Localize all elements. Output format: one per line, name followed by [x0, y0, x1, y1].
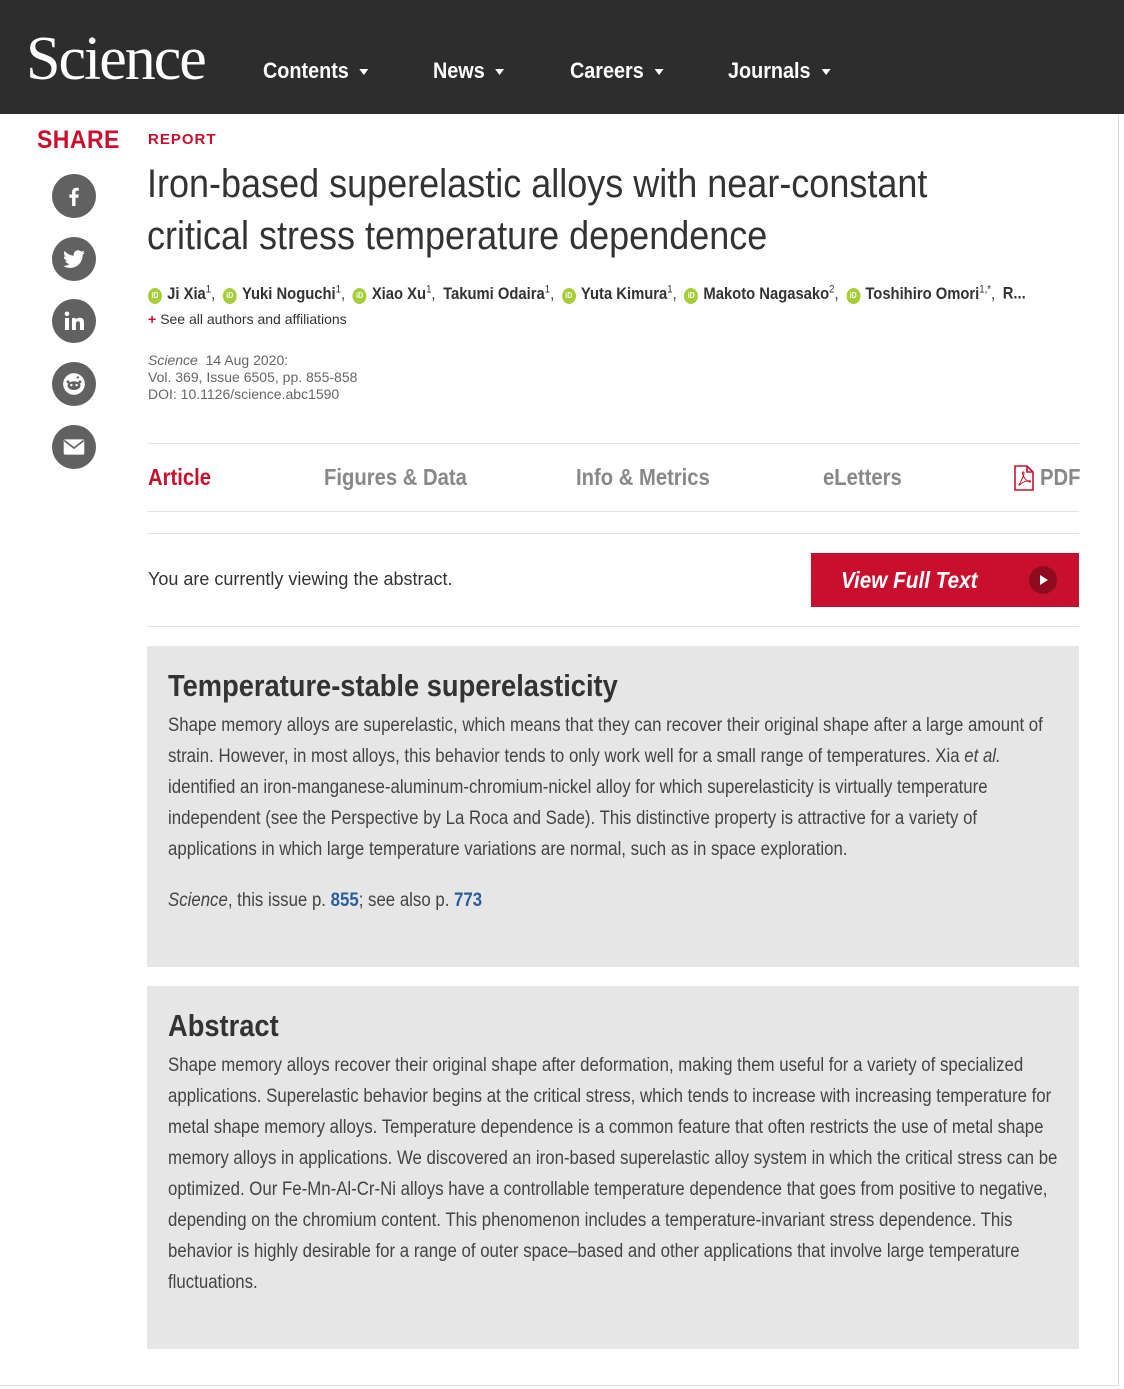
- tabs-divider-1: [147, 511, 1079, 512]
- publication-date: 14 Aug 2020:: [205, 352, 289, 368]
- volume-info: Vol. 369, Issue 6505, pp. 855-858: [148, 369, 358, 385]
- chevron-down-icon: [821, 69, 830, 75]
- affiliation-sup: 1,*: [979, 283, 992, 295]
- tab-pdf[interactable]: [1013, 464, 1086, 491]
- orcid-icon[interactable]: iD: [846, 288, 860, 304]
- author[interactable]: [846, 284, 991, 303]
- twitter-icon: [61, 246, 87, 272]
- viewing-abstract-note: You are currently viewing the abstract.: [148, 569, 453, 589]
- nav-news-label: News: [433, 58, 485, 83]
- abstract-body: Shape memory alloys recover their original shape after deformation, making them useful for a variety of specialized applications. Superelastic behavior begins at the critical stress, which tends to increase with increasing temperature for metal shape memory alloys. Temperature dependence is a common feature that often restricts the use of metal shape memory alloys in applications. We discovered an iron-based superelastic alloy system in which the critical stress can be optimized. Our Fe-Mn-Al-Cr-Ni alloys have a controllable temperature dependence that goes from positive to negative, depending on the chromium content. This phenomenon includes a temperature-invariant stress dependence. This behavior is highly desirable for a range of outer space–based and other applications that involve large temperature fluctuations.: [168, 1055, 1058, 1293]
- see-all-authors-link[interactable]: [148, 311, 347, 327]
- nav-journals-label: Journals: [728, 58, 811, 83]
- author[interactable]: [562, 284, 673, 303]
- plus-icon: +: [148, 311, 157, 327]
- nav-careers[interactable]: [570, 58, 664, 84]
- cite-journal: Science: [168, 890, 228, 911]
- affiliation-sup: 1: [667, 283, 673, 295]
- tab-article[interactable]: Article: [148, 464, 212, 490]
- see-all-label: See all authors and affiliations: [160, 311, 347, 327]
- orcid-icon[interactable]: iD: [223, 288, 237, 304]
- tab-pdf-label: PDF: [1040, 464, 1081, 490]
- chevron-down-icon: [496, 69, 505, 75]
- tabs-divider-2: [147, 533, 1079, 534]
- author[interactable]: [148, 284, 211, 303]
- cite-text-1: , this issue p.: [227, 890, 331, 911]
- author-name: Makoto Nagasako: [703, 283, 830, 303]
- article-title: [147, 158, 957, 262]
- nav-contents[interactable]: [263, 58, 369, 84]
- author-name: Ji Xia: [167, 283, 206, 303]
- orcid-icon[interactable]: iD: [684, 288, 698, 304]
- tabs-top-divider: [147, 443, 1079, 444]
- author-name: Takumi Odaira: [443, 283, 545, 303]
- email-icon: [61, 434, 87, 460]
- linkedin-icon: [62, 309, 86, 333]
- author-truncated: R...: [1002, 283, 1026, 303]
- nav-journals[interactable]: [728, 58, 830, 84]
- author[interactable]: [353, 284, 432, 303]
- view-full-text-button[interactable]: [811, 553, 1079, 607]
- author-name: Yuki Noguchi: [241, 283, 336, 303]
- nav-careers-label: Careers: [570, 58, 644, 83]
- author[interactable]: [223, 284, 341, 303]
- author[interactable]: [684, 284, 834, 303]
- summary-text-italic: et al.: [964, 746, 1001, 767]
- chevron-down-icon: [655, 69, 664, 75]
- title-line-1: Iron-based superelastic alloys with near-constant: [147, 162, 928, 206]
- editors-summary-box: [147, 646, 1079, 967]
- science-logo[interactable]: Science: [26, 25, 205, 93]
- affiliation-sup: 1: [426, 283, 432, 295]
- journal-name: Science: [148, 352, 198, 368]
- author-name: Yuta Kimura: [580, 283, 668, 303]
- reddit-icon: [61, 371, 87, 397]
- cite-link-855[interactable]: 855: [330, 890, 359, 911]
- summary-text-1: Shape memory alloys are superelastic, which means that they can recover their original shape after a large amount of strain. However, in most alloys, this behavior tends to only work well for a small range of temperatures. Xia: [168, 715, 1043, 767]
- orcid-icon[interactable]: iD: [562, 288, 576, 304]
- affiliation-sup: 1: [205, 283, 212, 295]
- share-linkedin-button[interactable]: [52, 299, 96, 343]
- affiliation-sup: 1: [335, 283, 341, 295]
- orcid-icon[interactable]: iD: [353, 288, 367, 304]
- doi[interactable]: DOI: 10.1126/science.abc1590: [148, 386, 340, 402]
- share-facebook-button[interactable]: [52, 174, 96, 218]
- viewing-divider: [147, 626, 1079, 627]
- tab-eletters[interactable]: eLetters: [823, 464, 902, 490]
- share-heading: SHARE: [37, 126, 120, 154]
- summary-text-2: identified an iron-manganese-aluminum-chromium-nickel alloy for which superelasticity is virtually temperature independent (see the Perspective by La Roca and Sade). This distinctive property is attractive for a variety of applications in which large temperature variations are normal, such as in space exploration.: [168, 777, 988, 860]
- tab-figures-data[interactable]: Figures & Data: [324, 464, 467, 490]
- chevron-down-icon: [360, 69, 369, 75]
- article-type-label: REPORT: [148, 131, 217, 148]
- abstract-heading: Abstract: [168, 1008, 279, 1043]
- author-name: Toshihiro Omori: [865, 283, 980, 303]
- facebook-icon: [62, 184, 86, 208]
- nav-contents-label: Contents: [263, 58, 349, 83]
- summary-body: [168, 710, 1062, 865]
- author-name: Xiao Xu: [371, 283, 427, 303]
- cite-link-773[interactable]: 773: [454, 890, 483, 911]
- citation-meta: [148, 352, 357, 403]
- affiliation-sup: 2: [829, 283, 835, 295]
- content-border-bottom: [0, 1385, 1119, 1386]
- summary-heading: Temperature-stable superelasticity: [168, 668, 618, 703]
- share-twitter-button[interactable]: [52, 237, 96, 281]
- play-arrow-icon: [1029, 566, 1057, 594]
- title-line-2: critical stress temperature dependence: [147, 214, 768, 258]
- pdf-icon: [1013, 465, 1035, 491]
- summary-citation: [168, 885, 1062, 916]
- author[interactable]: [443, 284, 550, 303]
- abstract-box: [147, 986, 1079, 1349]
- cite-text-2: ; see also p.: [358, 890, 455, 911]
- share-reddit-button[interactable]: [52, 362, 96, 406]
- affiliation-sup: 1: [544, 283, 551, 295]
- author-list: iD Ji Xia$^1$, iD Yuki Noguchi$^1$, iD Xiao Xu$^1$, Takumi Odaira$^1$, iD Yuta Kimura$^1$, iD Makoto Nagasako$^2$, iD Toshihiro Omori$^{1,*}$, R...: [148, 283, 1053, 304]
- nav-news[interactable]: [433, 58, 505, 84]
- content-border-right: [1118, 114, 1119, 1386]
- view-full-text-label: View Full Text: [841, 566, 978, 593]
- share-email-button[interactable]: [52, 425, 96, 469]
- orcid-icon[interactable]: iD: [148, 288, 162, 304]
- site-header: [0, 0, 1124, 114]
- tab-info-metrics[interactable]: Info & Metrics: [576, 464, 710, 490]
